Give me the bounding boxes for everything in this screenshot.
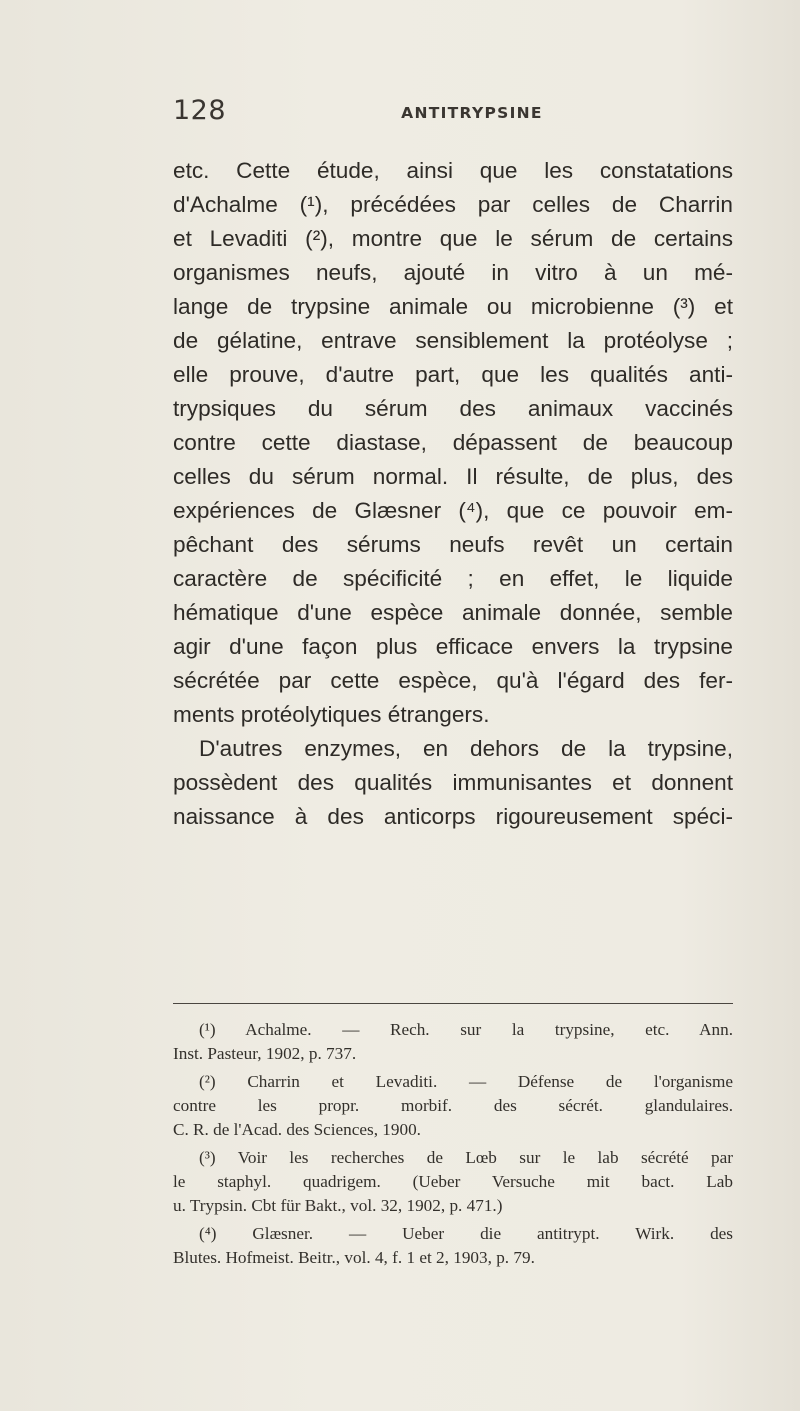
footnote-line: le staphyl. quadrigem. (Ueber Versuche mit bact. Lab (173, 1172, 733, 1191)
text-line: agir d'une façon plus efficace envers la trypsine (173, 634, 733, 659)
text-line: sécrétée par cette espèce, qu'à l'égard des fer- (173, 668, 733, 693)
text-line: d'Achalme (¹), précédées par celles de Charrin (173, 192, 733, 217)
text-line: caractère de spécificité ; en effet, le liquide (173, 566, 733, 591)
footnote-line: u. Trypsin. Cbt für Bakt., vol. 32, 1902, p. 471.) (173, 1196, 503, 1215)
text-line: de gélatine, entrave sensiblement la protéolyse ; (173, 328, 733, 353)
text-line: pêchant des sérums neufs revêt un certain (173, 532, 733, 557)
text-line: organismes neufs, ajouté in vitro à un mé- (173, 260, 733, 285)
page-header (173, 95, 733, 135)
text-line: etc. Cette étude, ainsi que les constatations (173, 158, 733, 183)
text-line: expériences de Glæsner (⁴), que ce pouvoir em- (173, 498, 733, 523)
text-line: possèdent des qualités immunisantes et donnent (173, 770, 733, 795)
paragraph (173, 732, 733, 834)
footnote-divider (173, 1003, 733, 1004)
footnote-line: contre les propr. morbif. des sécrét. glandulaires. (173, 1096, 733, 1115)
footnote-1 (173, 1018, 733, 1066)
footnote-line: C. R. de l'Acad. des Sciences, 1900. (173, 1120, 421, 1139)
footnote-2 (173, 1070, 733, 1142)
footnote-3 (173, 1146, 733, 1218)
footnote-line: (²) Charrin et Levaditi. — Défense de l'organisme (199, 1072, 733, 1091)
main-text (173, 154, 733, 834)
footnote-line: (³) Voir les recherches de Lœb sur le lab sécrété par (199, 1148, 733, 1167)
text-line: elle prouve, d'autre part, que les qualités anti- (173, 362, 733, 387)
running-title: ANTITRYPSINE (401, 104, 543, 122)
text-line: ments protéolytiques étrangers. (173, 702, 490, 727)
footnote-line: (⁴) Glæsner. — Ueber die antitrypt. Wirk. des (199, 1224, 733, 1243)
footnote-line: (¹) Achalme. — Rech. sur la trypsine, etc. Ann. (199, 1020, 733, 1039)
text-line: hématique d'une espèce animale donnée, semble (173, 600, 733, 625)
page-number: 128 (173, 95, 227, 126)
paragraph (173, 154, 733, 732)
text-line: D'autres enzymes, en dehors de la trypsine, (199, 736, 733, 761)
footnote-line: Blutes. Hofmeist. Beitr., vol. 4, f. 1 et 2, 1903, p. 79. (173, 1248, 535, 1267)
text-line: et Levaditi (²), montre que le sérum de certains (173, 226, 733, 251)
footnotes (173, 1018, 733, 1270)
text-line: lange de trypsine animale ou microbienne (³) et (173, 294, 733, 319)
footnote-4 (173, 1222, 733, 1270)
footnote-line: Inst. Pasteur, 1902, p. 737. (173, 1044, 357, 1063)
text-line: trypsiques du sérum des animaux vaccinés (173, 396, 733, 421)
text-line: naissance à des anticorps rigoureusement spéci- (173, 804, 733, 829)
text-line: celles du sérum normal. Il résulte, de plus, des (173, 464, 733, 489)
text-line: contre cette diastase, dépassent de beaucoup (173, 430, 733, 455)
